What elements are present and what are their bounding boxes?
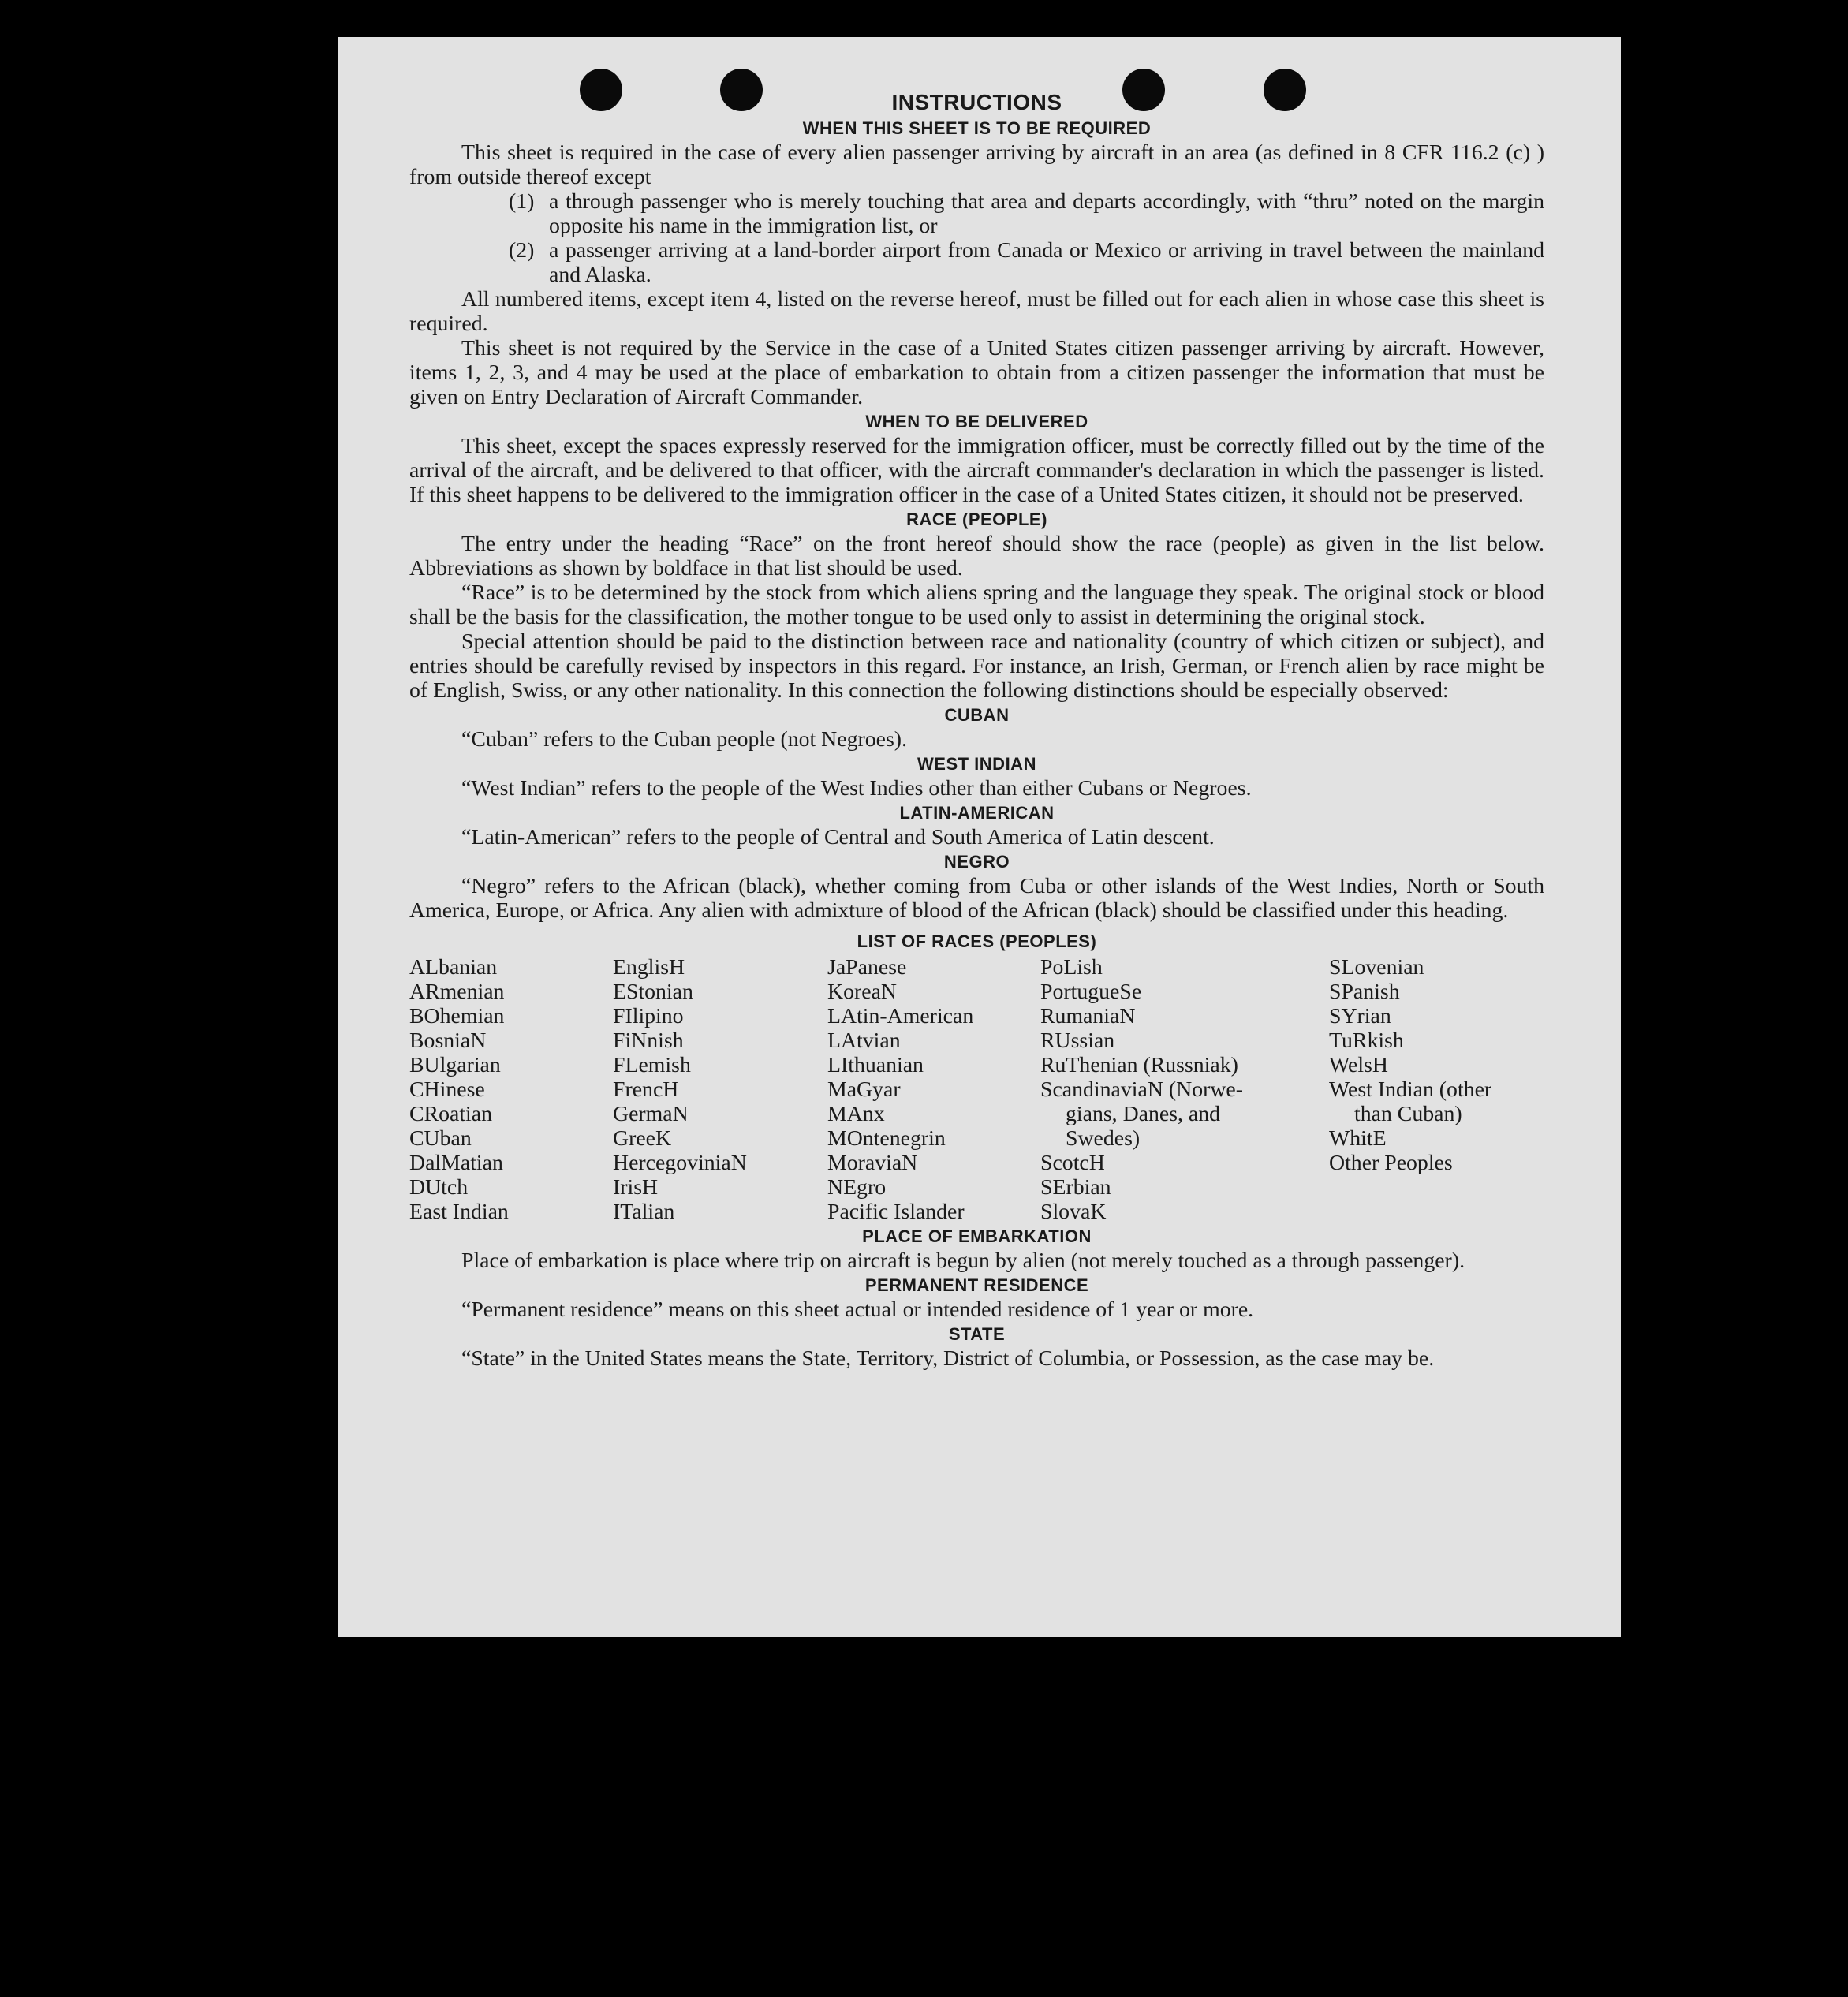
- race-item: RuThenian (Russniak): [1040, 1053, 1238, 1077]
- race-item: SLovenian: [1329, 955, 1424, 980]
- race-item: GreeK: [613, 1126, 672, 1151]
- race-item: GermaN: [613, 1102, 689, 1126]
- race-item: LAtvian: [827, 1028, 901, 1053]
- paragraph: “Race” is to be determined by the stock from which aliens spring and the language they speak. The original stock or blood shall be the basis for the classification, the mother tongue to be used only to assist in determining the original stock.: [409, 580, 1544, 629]
- race-item: FiNnish: [613, 1028, 684, 1053]
- race-item: CHinese: [409, 1077, 485, 1102]
- race-item: SlovaK: [1040, 1200, 1107, 1224]
- race-item: DUtch: [409, 1175, 469, 1200]
- race-item: HercegoviniaN: [613, 1151, 747, 1175]
- section-heading: LIST OF RACES (PEOPLES): [857, 931, 1097, 951]
- race-item: BosniaN: [409, 1028, 487, 1053]
- paragraph: “State” in the United States means the State, Territory, District of Columbia, or Possession, as the case may be.: [461, 1346, 1435, 1371]
- paragraph: This sheet, except the spaces expressly reserved for the immigration officer, must be correctly filled out by the time of the arrival of the aircraft, and be delivered to that officer, with the aircraft commander's declaration in which the passenger is listed. If this sheet happens to be delivered to the immigration officer in the case of a United States citizen, it should not be preserved.: [409, 434, 1544, 507]
- paragraph: “Negro” refers to the African (black), whether coming from Cuba or other islands of the West Indies, North or South America, Europe, or Africa. Any alien with admixture of blood of the African (black) should be classified under this heading.: [409, 874, 1544, 923]
- race-item: PortugueSe: [1040, 980, 1142, 1004]
- race-column: [409, 955, 613, 1224]
- race-item: ScandinaviaN (Norwe-: [1040, 1077, 1244, 1102]
- race-item: MoraviaN: [827, 1151, 918, 1175]
- section-heading: CUBAN: [944, 705, 1010, 725]
- section-heading: PLACE OF EMBARKATION: [862, 1226, 1092, 1246]
- race-item: BOhemian: [409, 1004, 505, 1028]
- race-item: MOntenegrin: [827, 1126, 946, 1151]
- race-item-continuation: gians, Danes, and: [1066, 1102, 1221, 1126]
- paragraph: “Permanent residence” means on this sheet actual or intended residence of 1 year or more.: [461, 1297, 1254, 1322]
- race-item: KoreaN: [827, 980, 897, 1004]
- race-item: EnglisH: [613, 955, 685, 980]
- section-heading: WHEN THIS SHEET IS TO BE REQUIRED: [802, 118, 1152, 138]
- paragraph: “Latin-American” refers to the people of Central and South America of Latin descent.: [461, 825, 1215, 849]
- paragraph: Special attention should be paid to the distinction between race and nationality (country of which citizen or subject), and entries should be carefully revised by inspectors in this regard. For instance, an Irish, German, or French alien by race might be of English, Swiss, or any other nationality. In this connection the following distinctions should be especially observed:: [409, 629, 1544, 703]
- race-column: [1040, 955, 1329, 1224]
- list-number: (2): [509, 238, 535, 263]
- race-item: RUssian: [1040, 1028, 1115, 1053]
- race-item: DalMatian: [409, 1151, 503, 1175]
- race-item: West Indian (other: [1329, 1077, 1492, 1102]
- race-item: SErbian: [1040, 1175, 1111, 1200]
- race-item: BUlgarian: [409, 1053, 501, 1077]
- section-heading: PERMANENT RESIDENCE: [864, 1275, 1089, 1295]
- section-heading: LATIN-AMERICAN: [899, 803, 1055, 823]
- race-item: SPanish: [1329, 980, 1400, 1004]
- race-column: [827, 955, 1040, 1224]
- list-item: [409, 238, 1544, 287]
- paragraph: “Cuban” refers to the Cuban people (not Negroes).: [461, 727, 908, 752]
- race-item: RumaniaN: [1040, 1004, 1136, 1028]
- race-item: MaGyar: [827, 1077, 901, 1102]
- race-item: Pacific Islander: [827, 1200, 965, 1224]
- section-heading: RACE (PEOPLE): [906, 510, 1047, 529]
- race-item: ITalian: [613, 1200, 675, 1224]
- race-item: Other Peoples: [1329, 1151, 1453, 1175]
- race-list: [409, 955, 1544, 1224]
- race-item: EStonian: [613, 980, 693, 1004]
- section-heading: WEST INDIAN: [917, 754, 1036, 774]
- race-item-continuation: Swedes): [1066, 1126, 1141, 1151]
- race-item: FLemish: [613, 1053, 691, 1077]
- race-column: [613, 955, 827, 1224]
- race-item: FIlipino: [613, 1004, 684, 1028]
- race-item: ARmenian: [409, 980, 505, 1004]
- race-item: East Indian: [409, 1200, 509, 1224]
- race-item: PoLish: [1040, 955, 1103, 980]
- race-item: WelsH: [1329, 1053, 1388, 1077]
- race-item: ALbanian: [409, 955, 498, 980]
- race-item: MAnx: [827, 1102, 885, 1126]
- list-item: [409, 189, 1544, 238]
- section-heading: STATE: [948, 1324, 1006, 1344]
- page-title: INSTRUCTIONS: [891, 90, 1062, 114]
- race-item: WhitE: [1329, 1126, 1387, 1151]
- list-text: a passenger arriving at a land-border airport from Canada or Mexico or arriving in travel between the mainland and Alaska.: [549, 238, 1544, 287]
- list-number: (1): [509, 189, 535, 214]
- paragraph: Place of embarkation is place where trip on aircraft is begun by alien (not merely touched as a through passenger).: [461, 1249, 1465, 1273]
- race-item: CRoatian: [409, 1102, 492, 1126]
- document-sheet: [338, 37, 1621, 1637]
- race-item: CUban: [409, 1126, 472, 1151]
- race-column: [1329, 955, 1544, 1224]
- document-content: [409, 89, 1544, 1371]
- race-item: IrisH: [613, 1175, 659, 1200]
- race-item: NEgro: [827, 1175, 887, 1200]
- section-heading: WHEN TO BE DELIVERED: [865, 412, 1088, 431]
- paragraph: This sheet is not required by the Service in the case of a United States citizen passenger arriving by aircraft. However, items 1, 2, 3, and 4 may be used at the place of embarkation to obtain from a citizen passenger the information that must be given on Entry Declaration of Aircraft Commander.: [409, 336, 1544, 409]
- paragraph: This sheet is required in the case of every alien passenger arriving by aircraft in an area (as defined in 8 CFR 116.2 (c) ) from outside thereof except: [409, 140, 1544, 189]
- race-item: TuRkish: [1329, 1028, 1404, 1053]
- paragraph: “West Indian” refers to the people of the West Indies other than either Cubans or Negroes.: [461, 776, 1252, 801]
- section-heading: NEGRO: [943, 852, 1010, 872]
- race-item: SYrian: [1329, 1004, 1391, 1028]
- race-item: LAtin-American: [827, 1004, 974, 1028]
- paragraph: All numbered items, except item 4, listed on the reverse hereof, must be filled out for each alien in whose case this sheet is required.: [409, 287, 1544, 336]
- paragraph: The entry under the heading “Race” on the front hereof should show the race (people) as given in the list below. Abbreviations as shown by boldface in that list should be used.: [409, 532, 1544, 580]
- race-item: FrencH: [613, 1077, 679, 1102]
- race-item: LIthuanian: [827, 1053, 924, 1077]
- list-text: a through passenger who is merely touching that area and departs accordingly, with “thru” noted on the margin opposite his name in the immigration list, or: [549, 189, 1544, 238]
- race-item-continuation: than Cuban): [1354, 1102, 1462, 1126]
- race-item: JaPanese: [827, 955, 907, 980]
- race-item: ScotcH: [1040, 1151, 1105, 1175]
